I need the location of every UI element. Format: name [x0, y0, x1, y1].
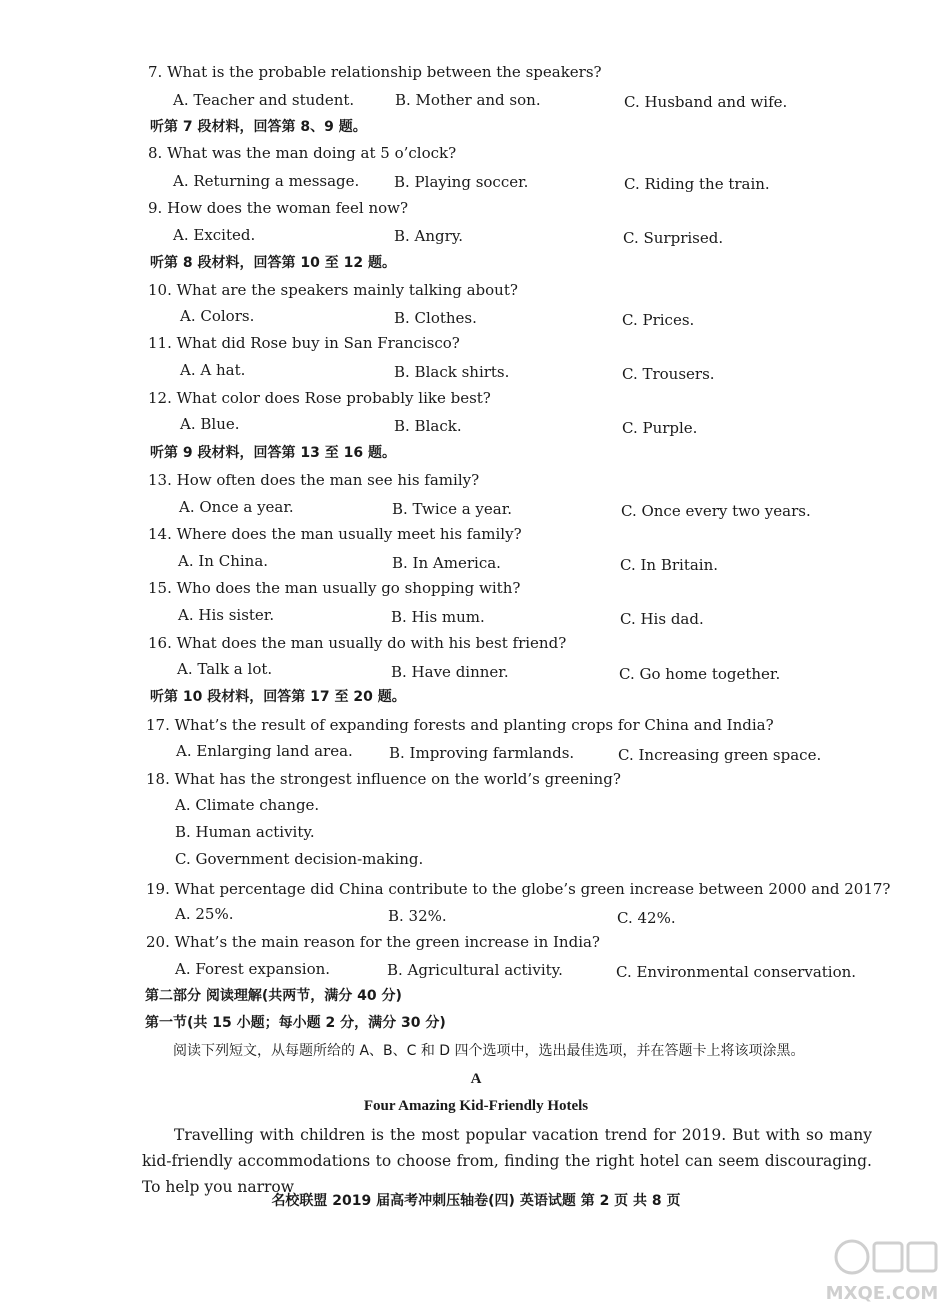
q13-option-a: A. Once a year.	[179, 498, 294, 516]
svg-text:MXQE.COM: MXQE.COM	[825, 1283, 939, 1304]
q8-option-a: A. Returning a message.	[173, 172, 360, 190]
question-8: 8. What was the man doing at 5 o’clock?	[148, 144, 457, 162]
q12-option-b: B. Black.	[394, 417, 462, 435]
passage-label: A	[470, 1071, 482, 1087]
question-14: 14. Where does the man usually meet his family?	[148, 525, 522, 543]
part-2-title: 第二部分 阅读理解(共两节，满分 40 分)	[145, 988, 402, 1004]
q19-option-c: C. 42%.	[617, 909, 676, 927]
q16-option-b: B. Have dinner.	[391, 663, 509, 681]
q7-option-b: B. Mother and son.	[395, 91, 541, 109]
question-11: 11. What did Rose buy in San Francisco?	[148, 334, 460, 352]
question-16: 16. What does the man usually do with his best friend?	[148, 634, 567, 652]
q16-option-c: C. Go home together.	[619, 665, 781, 683]
q13-option-b: B. Twice a year.	[392, 500, 513, 518]
passage-paragraph: Travelling with children is the most popular vacation trend for 2019. But with so many kid-friendly accommodations to choose from, finding the right hotel can seem discouraging. To help you narrow	[142, 1126, 872, 1196]
q8-option-b: B. Playing soccer.	[394, 173, 529, 191]
q11-option-a: A. A hat.	[180, 361, 246, 379]
q12-option-a: A. Blue.	[180, 415, 240, 433]
material-9-note: 听第 9 段材料，回答第 13 至 16 题。	[150, 445, 396, 461]
q15-option-b: B. His mum.	[391, 608, 485, 626]
q7-option-c: C. Husband and wife.	[624, 93, 788, 111]
page-footer: 名校联盟 2019 届高考冲刺压轴卷(四) 英语试题 第 2 页 共 8 页	[271, 1193, 681, 1209]
q16-option-a: A. Talk a lot.	[177, 660, 273, 678]
q14-option-a: A. In China.	[178, 552, 269, 570]
q17-option-a: A. Enlarging land area.	[176, 742, 353, 760]
q9-option-b: B. Angry.	[394, 227, 464, 245]
q18-option-a: A. Climate change.	[175, 796, 320, 814]
reading-instruction: 阅读下列短文，从每题所给的 A、B、C 和 D 四个选项中，选出最佳选项，并在答题卡上将该项涂黑。	[173, 1043, 805, 1059]
q19-option-a: A. 25%.	[175, 905, 234, 923]
q17-option-c: C. Increasing green space.	[618, 746, 822, 764]
question-15: 15. Who does the man usually go shopping with?	[148, 579, 521, 597]
passage-title: Four Amazing Kid-Friendly Hotels	[363, 1098, 589, 1114]
q9-option-a: A. Excited.	[173, 226, 256, 244]
q15-option-a: A. His sister.	[178, 606, 275, 624]
q18-option-c: C. Government decision-making.	[175, 850, 424, 868]
q7-option-a: A. Teacher and student.	[173, 91, 355, 109]
q11-option-b: B. Black shirts.	[394, 363, 510, 381]
q20-option-c: C. Environmental conservation.	[616, 963, 857, 981]
q11-option-c: C. Trousers.	[622, 365, 715, 383]
watermark-logo	[818, 1227, 946, 1307]
q14-option-b: B. In America.	[392, 554, 501, 572]
q18-option-b: B. Human activity.	[175, 823, 315, 841]
question-7: 7. What is the probable relationship between the speakers?	[148, 63, 602, 81]
q20-option-b: B. Agricultural activity.	[387, 961, 563, 979]
q10-option-a: A. Colors.	[180, 307, 255, 325]
question-10: 10. What are the speakers mainly talking about?	[148, 281, 518, 299]
q9-option-c: C. Surprised.	[623, 229, 724, 247]
material-7-note: 听第 7 段材料，回答第 8、9 题。	[150, 119, 367, 135]
question-13: 13. How often does the man see his family?	[148, 471, 480, 489]
q10-option-b: B. Clothes.	[394, 309, 477, 327]
q8-option-c: C. Riding the train.	[624, 175, 770, 193]
question-20: 20. What’s the main reason for the green increase in India?	[146, 933, 600, 951]
q15-option-c: C. His dad.	[620, 610, 704, 628]
q17-option-b: B. Improving farmlands.	[389, 744, 575, 762]
q19-option-b: B. 32%.	[388, 907, 447, 925]
q20-option-a: A. Forest expansion.	[175, 960, 331, 978]
question-17: 17. What’s the result of expanding forests and planting crops for China and India?	[146, 716, 774, 734]
material-10-note: 听第 10 段材料，回答第 17 至 20 题。	[150, 689, 406, 705]
question-19: 19. What percentage did China contribute to the globe’s green increase between 2000 and 2017?	[146, 880, 891, 898]
section-1-title: 第一节(共 15 小题；每小题 2 分，满分 30 分)	[145, 1015, 446, 1031]
question-18: 18. What has the strongest influence on the world’s greening?	[146, 770, 621, 788]
question-9: 9. How does the woman feel now?	[148, 199, 409, 217]
q13-option-c: C. Once every two years.	[621, 502, 811, 520]
material-8-note: 听第 8 段材料，回答第 10 至 12 题。	[150, 255, 396, 271]
q12-option-c: C. Purple.	[622, 419, 698, 437]
q10-option-c: C. Prices.	[622, 311, 695, 329]
question-12: 12. What color does Rose probably like best?	[148, 389, 491, 407]
q14-option-c: C. In Britain.	[620, 556, 719, 574]
